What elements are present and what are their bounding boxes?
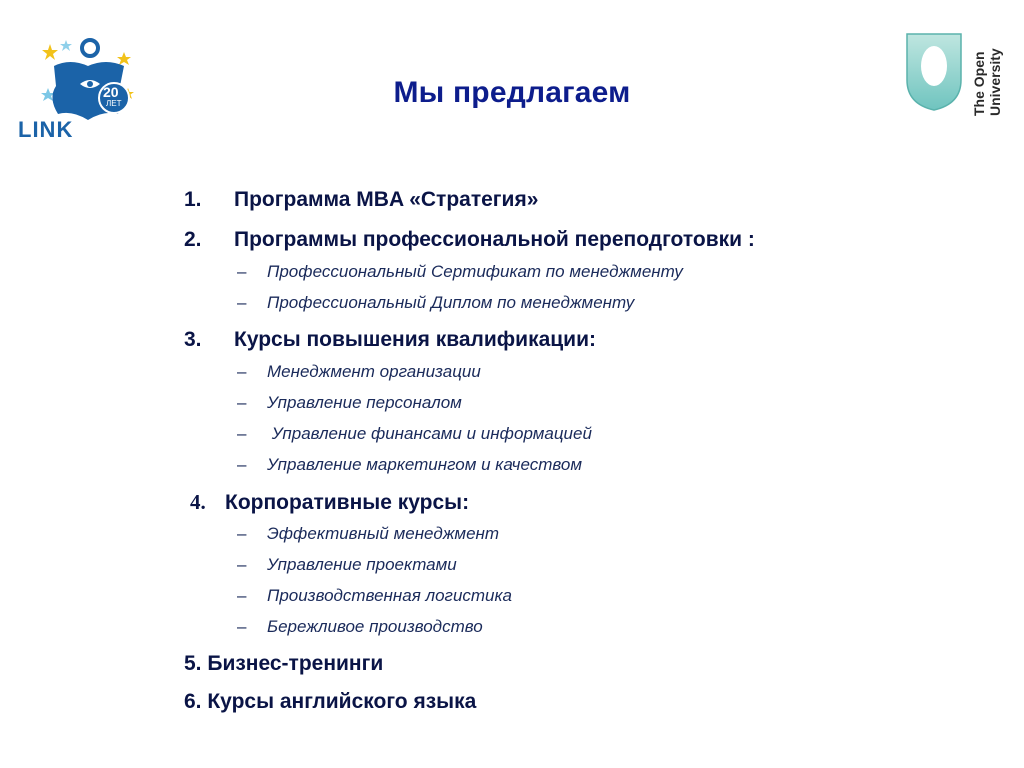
sub-item xyxy=(237,362,481,382)
dash-bullet: – xyxy=(237,524,247,543)
sub-text: Управление маркетингом и качеством xyxy=(267,455,582,474)
sub-item xyxy=(237,524,500,544)
list-item-2 xyxy=(184,228,755,252)
sub-text: Управление персоналом xyxy=(267,393,462,412)
list-text: Программы профессиональной переподготовки : xyxy=(234,228,755,251)
dash-bullet: – xyxy=(237,262,247,281)
sub-text: Профессиональный Диплом по менеджменту xyxy=(267,293,635,312)
dash-bullet: – xyxy=(237,393,247,412)
dash-bullet: – xyxy=(237,617,247,636)
sub-text: Управление финансами и информацией xyxy=(267,424,592,443)
list-text: 6. Курсы английского языка xyxy=(184,690,477,713)
list-text: 5. Бизнес-тренинги xyxy=(184,652,384,675)
dash-bullet: – xyxy=(237,555,247,574)
list-item-3 xyxy=(184,328,596,352)
link-logo-text: LINK xyxy=(18,117,74,142)
sub-text: Бережливое производство xyxy=(267,617,483,636)
sub-text: Управление проектами xyxy=(267,555,457,574)
sub-item xyxy=(237,424,592,444)
sub-item xyxy=(237,293,635,313)
list-number: 2. xyxy=(184,228,202,251)
list-text: Корпоративные курсы: xyxy=(225,491,470,514)
list-number: 1. xyxy=(184,188,202,211)
list-item-6 xyxy=(184,690,476,714)
sub-text: Профессиональный Сертификат по менеджменту xyxy=(267,262,683,281)
sub-item xyxy=(237,586,512,606)
page-title: Мы предлагаем xyxy=(393,76,631,109)
dash-bullet: – xyxy=(237,424,247,443)
list-item-5 xyxy=(184,652,383,676)
sub-text: Менеджмент организации xyxy=(267,362,481,381)
badge-sub: ЛЕТ xyxy=(106,99,122,108)
list-text: Программа MBA «Стратегия» xyxy=(234,188,539,211)
sub-item xyxy=(237,393,462,413)
open-university-line2: University xyxy=(987,48,1003,116)
list-number: 3. xyxy=(184,328,202,351)
dash-bullet: – xyxy=(237,362,247,381)
open-university-line1: The Open xyxy=(971,51,987,116)
sub-item xyxy=(237,455,582,475)
list-text: Курсы повышения квалификации: xyxy=(234,328,596,351)
badge-number: 20 xyxy=(103,84,119,100)
dash-bullet: – xyxy=(237,586,247,605)
sub-text: Эффективный менеджмент xyxy=(267,524,500,543)
dash-bullet: – xyxy=(237,293,247,312)
list-number: 4. xyxy=(190,490,206,514)
sub-item xyxy=(237,617,483,637)
dash-bullet: – xyxy=(237,455,247,474)
sub-text: Производственная логистика xyxy=(267,586,512,605)
list-item-1 xyxy=(184,188,538,212)
sub-item xyxy=(237,262,683,282)
list-item-4 xyxy=(190,490,469,515)
sub-item xyxy=(237,555,457,575)
